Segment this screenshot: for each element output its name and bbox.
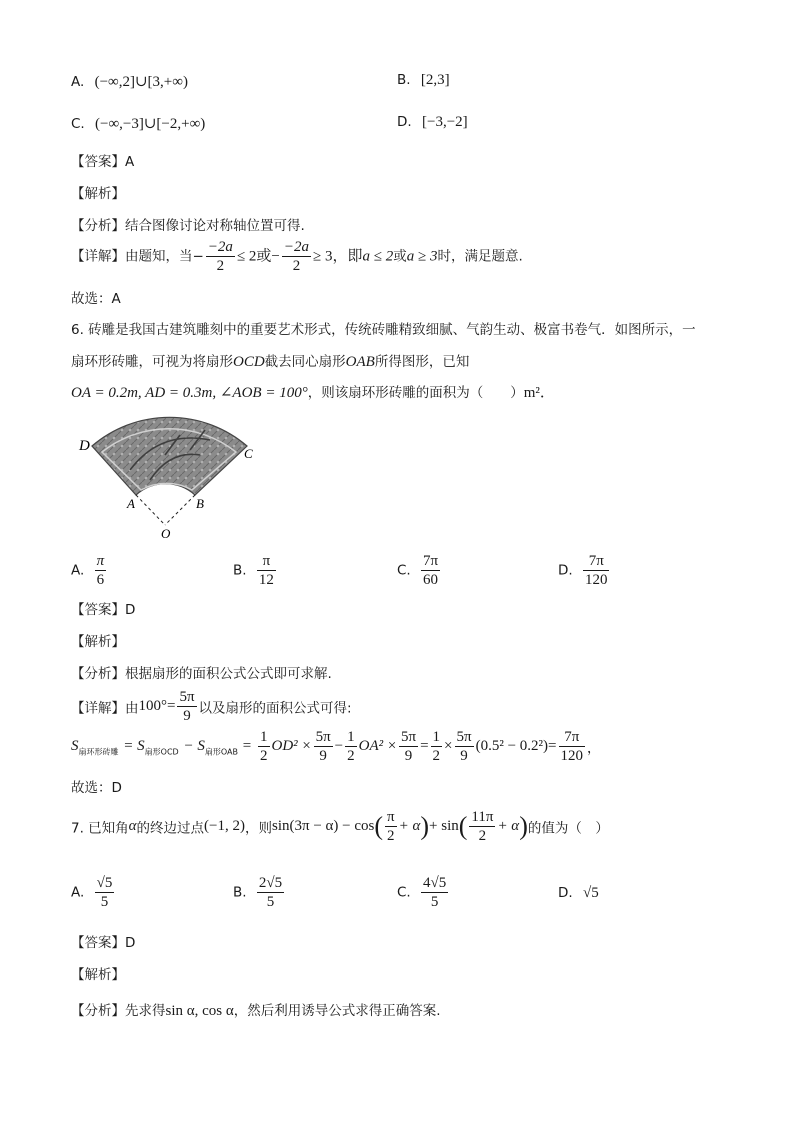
q6-label-c: C [244,446,253,461]
q5-detail-fraction-1-den: 2 [216,258,225,274]
q6-stem-line3 [71,381,555,402]
q5-detail-post: 时，满足题意. [437,248,523,265]
q7-option-c-den: 5 [430,894,439,910]
q6-formula-od: OD² × [271,738,312,754]
q7-option-d-letter: D. [558,885,573,901]
q6-radius-ob [165,495,195,525]
q5-answer-tag: 【答案】 [71,154,125,170]
q5-option-d-math: [−3,−2] [421,114,468,130]
q6-option-c-fraction [421,552,440,589]
q6-formula-half-2-num: 1 [347,729,355,745]
q5-option-c-math: (−∞,−3]∪[−2,+∞) [95,116,206,132]
q6-formula-eq1: = [242,738,252,754]
q6-option-a-letter: A. [71,562,85,579]
q6-detail-pre: 由 [125,700,139,717]
q5-option-b [397,72,450,89]
q7-fenxi-pre: 先求得 [125,1003,166,1019]
q7-stem-post: 的值为（ ） [527,820,609,837]
q6-stem-line2-pre: 扇环形砖雕，可视为将扇形 [71,354,233,370]
q7-expr-2: + α [398,818,421,834]
q5-detail-a1: a ≤ 2 [362,248,394,265]
q6-option-b-den: 12 [258,572,274,588]
q5-detail-fraction-2-num: −2a [283,239,310,255]
q6-answer [71,598,135,618]
q6-formula-half-3 [431,728,443,765]
q6-formula-angle-1 [314,728,333,765]
q6-formula-half-1 [258,728,270,765]
q6-option-d-letter: D. [558,562,573,579]
q7-fraction-11pi-2-den: 2 [478,828,487,844]
q7-option-a-den: 5 [100,894,109,910]
q6-option-d-fraction [583,552,610,589]
q7-option-a-fraction [95,874,115,911]
q5-choose: 故选：A [71,291,121,307]
q6-annular-sector-figure [70,410,270,545]
q6-formula-half-3-den: 2 [432,748,441,764]
q7-fenxi [71,999,441,1020]
q6-formula [71,728,601,765]
q6-fenxi [71,662,332,682]
q7-stem-mid2: ，则 [245,820,272,837]
q6-option-b-fraction [257,552,276,589]
q5-answer [71,150,134,170]
q7-stem-pre: 7. 已知角 [71,820,129,837]
q5-detail-pre: 由题知，当− [125,248,204,265]
q6-label-a: A [127,496,135,511]
q7-analysis-tag: 【解析】 [71,967,125,983]
q7-answer [71,931,135,951]
q6-answer-value: D [125,602,136,618]
q6-formula-half-3-num: 1 [432,729,441,745]
q5-fenxi [71,214,305,234]
q6-stem-given: OA = 0.2m, AD = 0.3m, ∠AOB = 100° [71,385,308,401]
q6-stem-line2 [71,350,469,371]
q7-expr-3: + sin [429,818,459,834]
q6-fenxi-tag: 【分析】 [71,666,125,682]
q6-stem-line2-post: 所得图形，已知 [374,354,470,370]
q6-formula-angle-2-num: 5π [400,729,417,745]
q5-option-d-letter: D. [397,114,412,130]
q5-option-b-math: [2,3] [420,72,450,88]
q7-fraction-pi-2-num: π [387,809,395,825]
q7-option-b-den: 5 [266,894,275,910]
q7-paren-open-1: ( [374,811,384,841]
q6-detail-post: 以及扇形的面积公式可得: [198,700,352,717]
q7-option-c [397,874,450,911]
q6-option-c-den: 60 [423,572,439,588]
q7-option-c-fraction [421,874,448,911]
q6-formula-oa: OA² × [358,738,397,754]
q6-option-d-num: 7π [583,552,610,571]
q6-stem-line2-mid: 截去同心扇形 [264,354,346,370]
q7-option-c-num: 4√5 [423,875,447,891]
q7-paren-open-2: ( [458,811,468,841]
q6-formula-angle-3 [455,728,474,765]
q6-stem-line3-text: ，则该扇环形砖雕的面积为（ ） [307,385,524,401]
q6-formula-half-1-den: 2 [260,748,268,764]
q6-option-a-den: 6 [96,572,105,588]
q7-option-a [71,874,116,911]
q6-label-d: D [79,438,90,454]
q7-expr-4: + α [497,818,520,834]
q6-option-b [233,552,278,589]
q6-formula-angle-2 [399,728,418,765]
q6-formula-s: S [71,738,79,754]
q6-detail-den: 9 [183,708,191,724]
q6-option-a [71,552,108,589]
q6-formula-eq3: = [548,738,557,754]
q6-formula-sub-oab: 扇形OAB [204,747,238,757]
q5-detail [71,238,523,275]
q7-paren-close-1: ) [420,811,430,841]
q5-option-c [71,114,205,133]
q6-option-d-den: 120 [584,572,608,588]
q6-option-d [558,552,611,589]
q7-option-a-num: √5 [96,875,113,891]
q6-formula-half-1-num: 1 [260,729,268,745]
q6-formula-sub-ring: 扇环形砖雕 [78,747,119,757]
q5-option-a [71,72,188,91]
q7-fraction-pi-2 [385,808,397,845]
q6-formula-paren: (0.5² − 0.2²) [475,738,549,754]
q6-detail-deg: 100°= [138,698,176,714]
q6-detail-fraction [177,688,196,725]
q6-detail-tag: 【详解】 [71,700,125,717]
q5-fenxi-tag: 【分析】 [71,218,125,234]
q7-stem-mid: 的终边过点 [136,820,205,837]
q7-answer-value: D [125,935,136,951]
q6-formula-result-num: 7π [559,728,586,747]
q7-stem [71,808,609,845]
q6-formula-sub-ocd: 扇形OCD [144,747,179,757]
q6-formula-result [559,728,586,765]
q6-option-a-num: π [96,553,105,569]
q5-detail-a2: a ≥ 3 [406,248,438,265]
q5-detail-fraction-2 [282,238,311,275]
q5-detail-mid2: ≥ 3，即 [313,248,363,265]
q7-option-a-letter: A. [71,884,85,901]
q6-formula-end: ， [587,740,601,757]
q6-formula-eq2: = [420,738,429,754]
q6-formula-minus: − [334,738,344,754]
q6-analysis-tag: 【解析】 [71,634,125,650]
q6-formula-angle-1-num: 5π [315,729,331,745]
q6-formula-angle-3-num: 5π [456,729,472,745]
q6-radius-oa [136,495,165,525]
q7-expr-1: sin(3π − α) − cos [272,818,375,834]
q7-option-b-num: 2√5 [258,875,283,891]
q7-fenxi-post: ，然后利用诱导公式求得正确答案. [233,1003,441,1019]
q7-fraction-11pi-2-num: 11π [471,809,494,825]
q6-fenxi-text: 根据扇形的面积公式公式即可求解. [125,666,332,682]
q7-fraction-11pi-2 [469,808,495,845]
q5-option-c-letter: C. [71,116,85,132]
q6-formula-angle-3-den: 9 [460,748,468,764]
q6-formula-half-2 [345,728,357,765]
q5-detail-fraction-1 [206,238,235,275]
q5-analysis-tag: 【解析】 [71,186,125,202]
q7-option-b [233,874,286,911]
q5-detail-or: 或 [393,248,407,265]
q7-point: (−1, 2) [204,818,245,834]
q6-formula-result-den: 120 [560,748,583,764]
q5-option-b-letter: B. [397,72,411,88]
q7-fraction-pi-2-den: 2 [387,828,395,844]
q6-formula-half-2-den: 2 [347,748,355,764]
q6-choose: 故选：D [71,780,122,796]
q7-option-d [558,885,599,902]
q6-stem-oab: OAB [345,354,375,370]
q6-stem-unit: m²． [523,385,555,401]
q6-formula-times: × [444,738,453,754]
q7-option-d-value: √5 [582,885,599,901]
q6-answer-tag: 【答案】 [71,602,125,618]
q5-detail-fraction-2-den: 2 [292,258,301,274]
q5-answer-value: A [125,154,135,170]
q5-detail-mid1: ≤ 2或− [236,248,280,265]
q7-option-c-letter: C. [397,884,411,901]
q6-option-b-num: π [257,552,276,571]
q6-formula-angle-1-den: 9 [319,748,327,764]
q6-detail-num: 5π [179,689,195,705]
q6-stem-ocd: OCD [233,354,265,370]
q5-fenxi-text: 结合图像讨论对称轴位置可得. [125,218,305,234]
q6-formula-mid1: = S [123,738,145,754]
q6-label-b: B [196,496,204,511]
q7-fenxi-tag: 【分析】 [71,1003,125,1019]
q5-detail-fraction-1-num: −2a [207,239,233,255]
q6-stem-line1: 6. 砖雕是我国古建筑雕刻中的重要艺术形式，传统砖雕精致细腻、气韵生动、极富书卷气．如图所示，一 [71,322,696,338]
q5-option-a-math: (−∞,2]∪[3,+∞) [94,74,188,90]
q7-option-b-fraction [257,874,284,911]
q7-option-b-letter: B. [233,884,247,901]
q7-answer-tag: 【答案】 [71,935,125,951]
q5-option-d [397,114,468,131]
q7-alpha: α [128,818,137,834]
q7-paren-close-2: ) [519,811,528,841]
q6-formula-angle-2-den: 9 [404,748,413,764]
q6-option-b-letter: B. [233,562,247,579]
q5-detail-tag: 【详解】 [71,248,125,265]
q6-option-c-letter: C. [397,562,411,579]
q5-option-a-letter: A. [71,74,85,90]
q7-fenxi-math: sin α, cos α [165,1003,234,1019]
q6-option-a-fraction [95,552,107,589]
q6-label-o: O [161,526,171,541]
q6-formula-mid2: − S [183,738,205,754]
q6-option-c-num: 7π [423,553,439,569]
q6-option-c [397,552,442,589]
q6-detail [71,688,352,725]
